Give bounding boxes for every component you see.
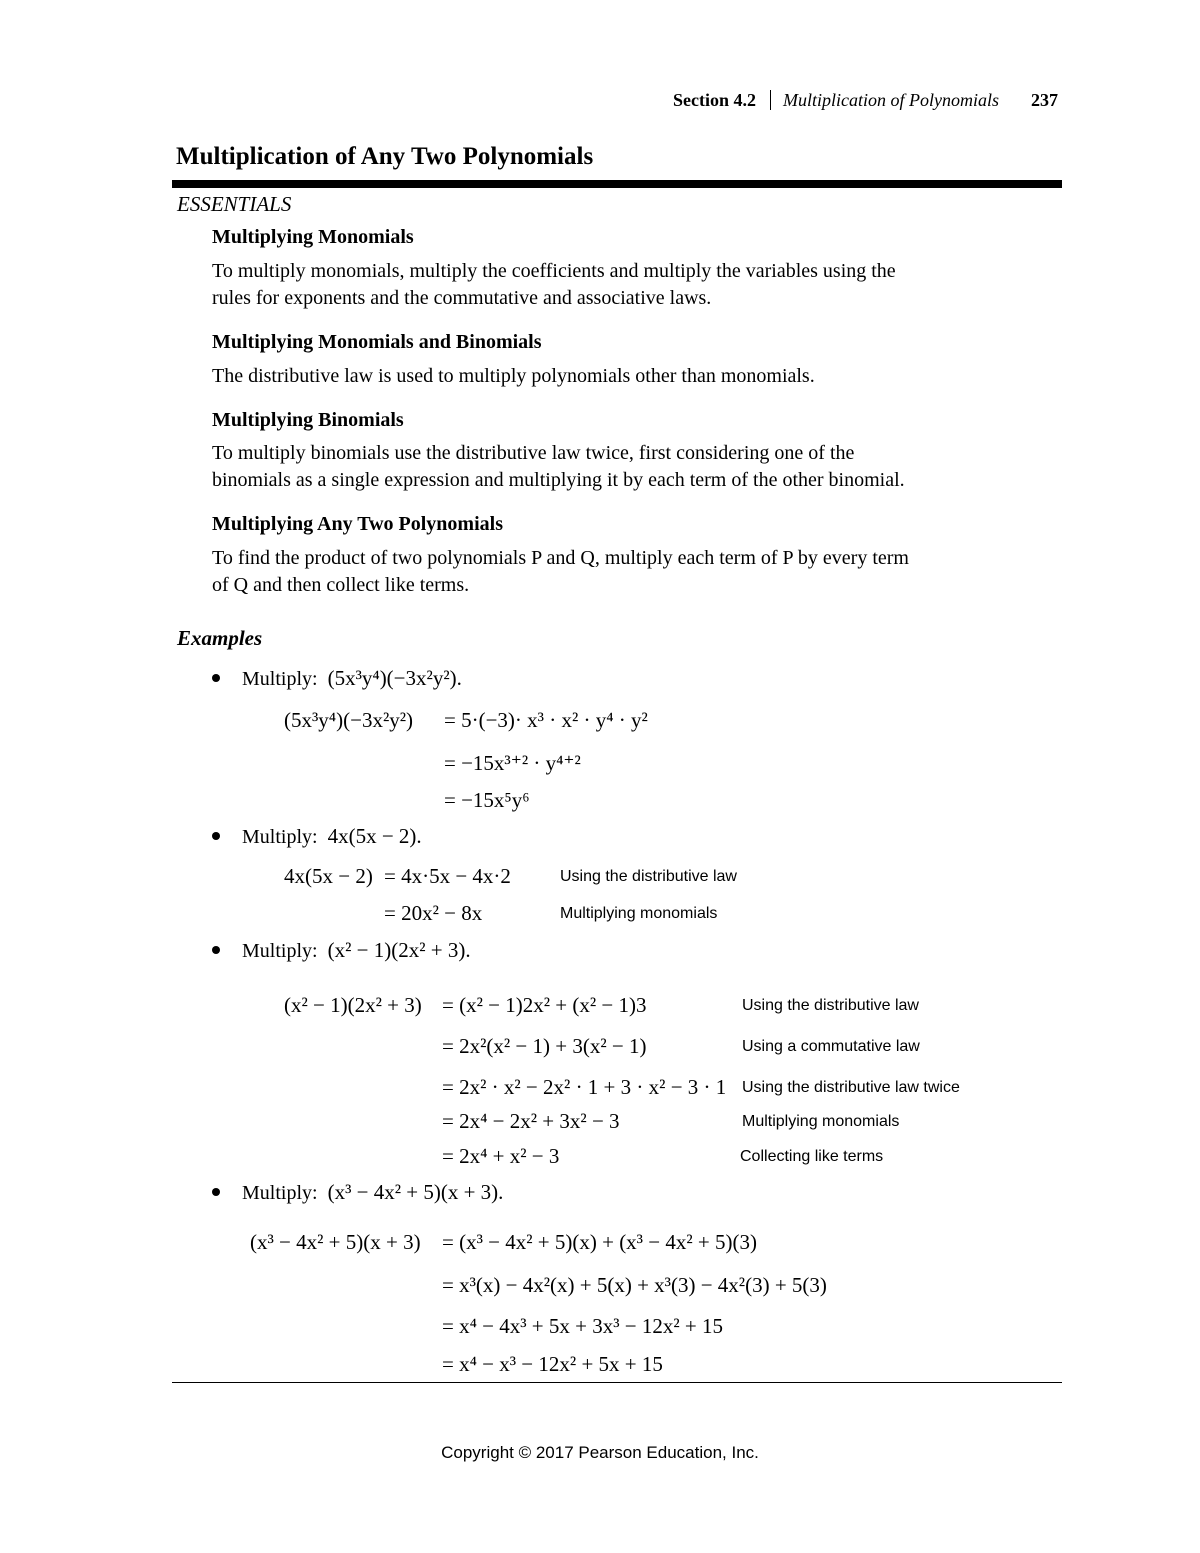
example-prompt — [212, 666, 462, 691]
step-rhs: = −15x⁵y⁶ — [444, 788, 530, 812]
step-note: Using the distributive law twice — [742, 1079, 960, 1096]
prompt-label: Multiply: — [242, 940, 318, 962]
page-number: 237 — [1031, 90, 1058, 110]
prompt-label: Multiply: — [242, 668, 318, 690]
essentials-label: ESSENTIALS — [177, 192, 292, 216]
essential-text — [212, 545, 1052, 599]
example-prompt — [212, 1180, 503, 1205]
step-rhs: = 2x² · x² − 2x² · 1 + 3 · x² − 3 · 1 — [442, 1075, 727, 1099]
examples-label: Examples — [177, 626, 263, 650]
bullet-icon — [212, 1188, 220, 1196]
essential-text — [212, 258, 1052, 312]
example-expression: (x³ − 4x² + 5)(x + 3). — [327, 1180, 504, 1204]
step-rhs: = x⁴ − 4x³ + 5x + 3x³ − 12x² + 15 — [442, 1314, 724, 1338]
essential-line: rules for exponents and the commutative and associative laws. — [212, 287, 712, 309]
step-rhs: = 4x·5x − 4x·2 — [384, 864, 511, 888]
step-rhs: = 20x² − 8x — [384, 901, 483, 925]
example-expression: 4x(5x − 2). — [327, 824, 422, 848]
example-prompt — [212, 938, 471, 963]
example-expression: (5x³y⁴)(−3x²y²). — [327, 666, 462, 690]
step-note: Multiplying monomials — [742, 1113, 900, 1130]
essential-text — [212, 363, 1052, 390]
copyright-footer: Copyright © 2017 Pearson Education, Inc. — [441, 1443, 759, 1462]
bullet-icon — [212, 674, 220, 682]
step-rhs: = (x² − 1)2x² + (x² − 1)3 — [442, 993, 647, 1017]
step-lhs: (x² − 1)(2x² + 3) — [284, 993, 422, 1017]
step-note: Using the distributive law — [742, 997, 919, 1014]
essential-line: The distributive law is used to multiply polynomials other than monomials. — [212, 365, 815, 387]
essential-heading: Multiplying Binomials — [212, 409, 404, 431]
step-rhs: = 2x⁴ + x² − 3 — [442, 1144, 560, 1168]
example-expression: (x² − 1)(2x² + 3). — [327, 938, 471, 962]
prompt-label: Multiply: — [242, 1182, 318, 1204]
prompt-label: Multiply: — [242, 826, 318, 848]
essential-line: of Q and then collect like terms. — [212, 574, 470, 596]
step-lhs: 4x(5x − 2) — [284, 864, 373, 888]
section-topic: Multiplication of Polynomials — [783, 90, 999, 110]
header-divider — [770, 90, 771, 110]
step-note: Collecting like terms — [740, 1148, 884, 1165]
example-prompt — [212, 824, 422, 849]
essential-line: binomials as a single expression and multiplying it by each term of the other binomial. — [212, 469, 905, 491]
essential-heading: Multiplying Any Two Polynomials — [212, 513, 503, 535]
essential-line: To multiply monomials, multiply the coefficients and multiply the variables using the — [212, 260, 896, 282]
step-lhs: (x³ − 4x² + 5)(x + 3) — [250, 1230, 421, 1254]
section-label: Section 4.2 — [673, 90, 757, 110]
essential-line: To multiply binomials use the distributive law twice, first considering one of the — [212, 442, 855, 464]
bullet-icon — [212, 832, 220, 840]
step-note: Using a commutative law — [742, 1038, 920, 1055]
running-header — [673, 90, 1058, 111]
essential-line: To find the product of two polynomials P and Q, multiply each term of P by every term — [212, 547, 909, 569]
step-rhs: = 5·(−3)· x³ · x² · y⁴ · y² — [444, 708, 648, 732]
step-rhs: = x⁴ − x³ − 12x² + 5x + 15 — [442, 1352, 663, 1376]
essential-heading: Multiplying Monomials — [212, 226, 414, 248]
footer-rule — [172, 1382, 1062, 1383]
page-title: Multiplication of Any Two Polynomials — [176, 143, 594, 170]
step-lhs: (5x³y⁴)(−3x²y²) — [284, 708, 414, 732]
step-rhs: = (x³ − 4x² + 5)(x) + (x³ − 4x² + 5)(3) — [442, 1230, 757, 1254]
title-rule — [172, 180, 1062, 188]
step-note: Using the distributive law — [560, 868, 737, 885]
essential-heading: Multiplying Monomials and Binomials — [212, 331, 542, 353]
step-rhs: = −15x³⁺² · y⁴⁺² — [444, 751, 581, 775]
step-rhs: = x³(x) − 4x²(x) + 5(x) + x³(3) − 4x²(3) + 5(3) — [442, 1273, 827, 1297]
step-rhs: = 2x²(x² − 1) + 3(x² − 1) — [442, 1034, 647, 1058]
step-rhs: = 2x⁴ − 2x² + 3x² − 3 — [442, 1109, 620, 1133]
step-note: Multiplying monomials — [560, 905, 718, 922]
bullet-icon — [212, 946, 220, 954]
essential-text — [212, 440, 1052, 494]
